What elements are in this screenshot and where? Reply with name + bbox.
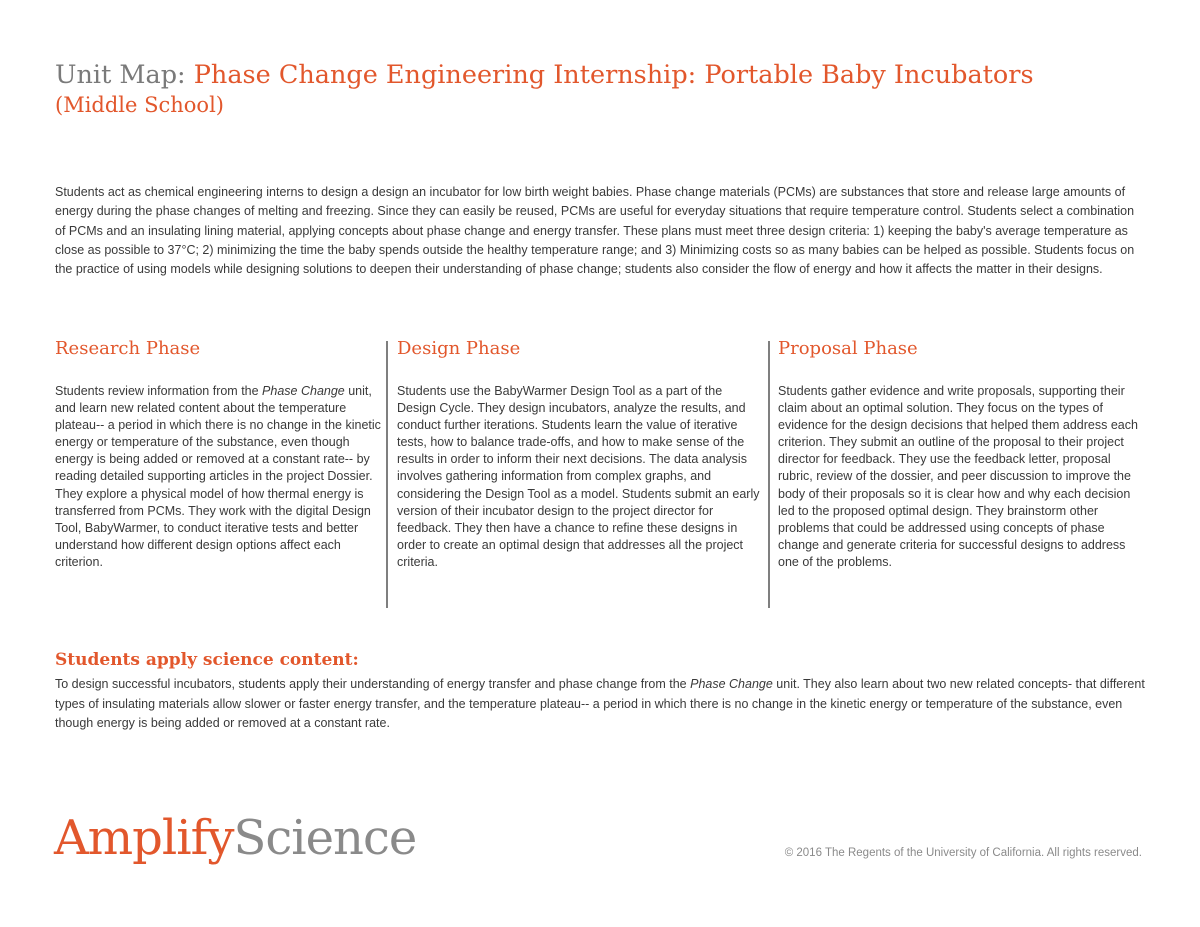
research-text-before: Students review information from the (55, 384, 263, 398)
logo-science: Science (233, 810, 417, 866)
proposal-phase-column (778, 336, 1150, 569)
page-title (55, 58, 1155, 92)
design-phase-text: Students use the BabyWarmer Design Tool as a part of the Design Cycle. They design incubators, analyze the results, and conduct further iterations. Students learn the value of iterative tests, how to balance trade-offs, and how to make sense of the results in order to inform their next decisions. The data analysis involves gathering information from complex graphs, and considering the Design Tool as a model. Students submit an early version of their incubator design to the project director for feedback. They then have a chance to refine these designs in order to create an optimal design that addresses all the project criteria. (397, 384, 760, 569)
apply-text-italic: Phase Change (690, 677, 773, 691)
page-subtitle: (Middle School) (55, 93, 224, 117)
page-header (55, 58, 1155, 118)
apply-text-after: unit. They also learn about two new related concepts- that different types of insulating materials allow slower or faster energy transfer, and the temperature plateau-- a period in which there is no change in the kinetic energy or temperature of the substance, even though energy is being added or removed at a constant rate. (55, 677, 1145, 730)
research-text-italic: Phase Change (262, 384, 345, 398)
copyright-notice: © 2016 The Regents of the University of California. All rights reserved. (784, 847, 1142, 859)
column-divider-2 (768, 341, 770, 608)
research-phase-column (55, 336, 385, 569)
research-text-after: unit, and learn new related content about the temperature plateau-- a period in which there is no change in the kinetic energy or temperature of the substance, even though energy is being added or removed at a constant rate-- by reading detailed supporting articles in the project Dossier. They explore a physical model of how thermal energy is transferred from PCMs. They work with the digital Design Tool, BabyWarmer, to conduct iterative tests and better understand how different design options affect each criterion. (55, 384, 381, 569)
apply-science-heading: Students apply science content: (55, 650, 359, 670)
research-phase-heading: Research Phase (55, 338, 201, 359)
amplify-science-logo (54, 808, 416, 868)
title-prefix: Unit Map: (55, 60, 194, 90)
column-divider-1 (386, 341, 388, 608)
title-main: Phase Change Engineering Internship: Portable Baby Incubators (193, 60, 1034, 90)
logo-amplify: Amplify (54, 810, 234, 866)
research-phase-text (55, 383, 383, 571)
proposal-phase-text: Students gather evidence and write proposals, supporting their claim about an optimal solution. They focus on the types of evidence for the design decisions that helped them address each criterion. They submit an outline of the proposal to their project director for feedback. They use the feedback letter, proposal rubric, review of the dossier, and peer discussion to improve the body of their proposals so it is clear how and why each decision led to the proposed optimal design. They brainstorm other problems that could be addressed using concepts of phase change and generate criteria for successful designs to address one of the problems. (778, 384, 1138, 569)
intro-paragraph: Students act as chemical engineering interns to design a design an incubator for low birth weight babies. Phase change materials (PCMs) are substances that store and release large amounts of energy during the phase changes of melting and freezing. Since they can easily be reused, PCMs are useful for everyday situations that require temperature control. Students select a combination of PCMs and an insulating lining material, applying concepts about phase change and energy transfer. These plans must meet three design criteria: 1) keeping the baby's average temperature as close as possible to 37°C; 2) minimizing the time the baby spends outside the healthy temperature range; and 3) Minimizing costs so as many babies can be helped as possible. Students focus on the practice of using models while designing solutions to deepen their understanding of phase change; students also consider the flow of energy and how it affects the matter in their designs. (55, 185, 1135, 277)
design-phase-column (397, 336, 767, 569)
apply-science-text (55, 675, 1150, 734)
design-phase-heading: Design Phase (397, 338, 521, 359)
apply-text-before: To design successful incubators, students apply their understanding of energy transfer and phase change from the (55, 677, 691, 691)
proposal-phase-heading: Proposal Phase (778, 338, 918, 359)
